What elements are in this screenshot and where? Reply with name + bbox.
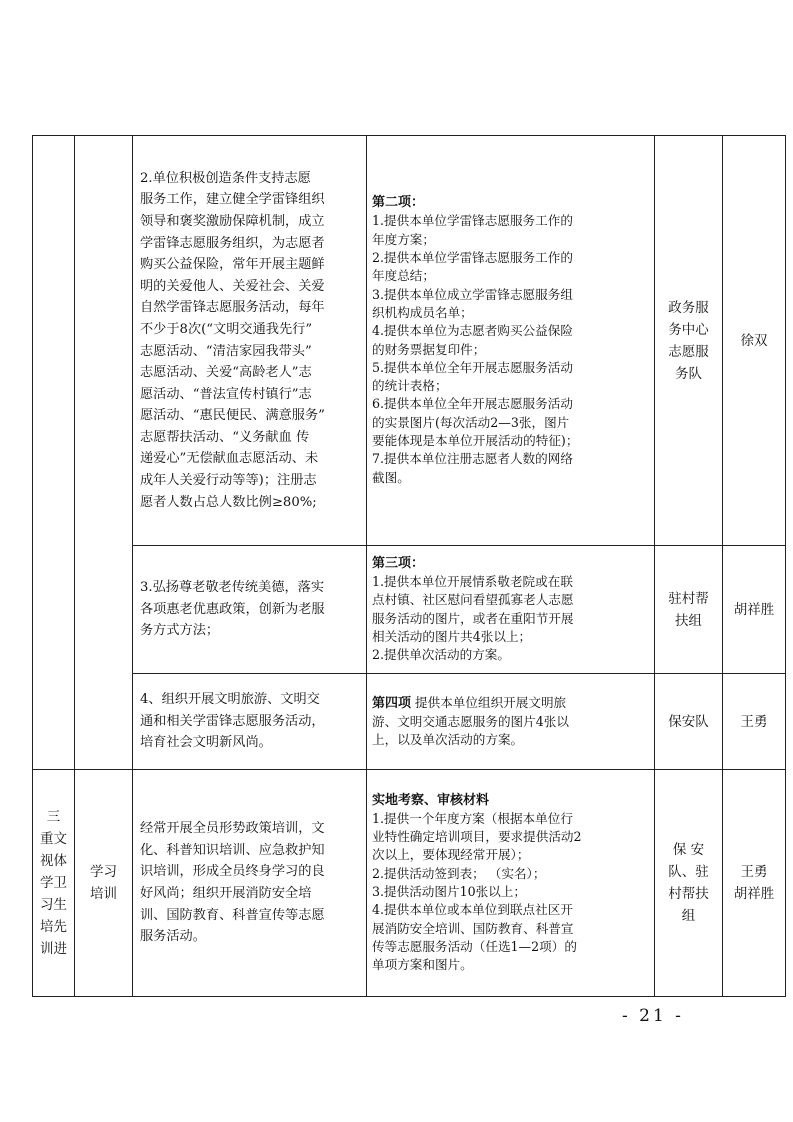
material-line: 的实景图片(每次活动2—3张，图片 [372, 414, 570, 430]
requirement-line: 4、组织开展文明旅游、文明交 [140, 692, 320, 708]
subcategory-cell-empty [75, 136, 133, 770]
requirement-cell [133, 136, 367, 546]
subcategory-cell [75, 770, 133, 997]
material-line: 展消防安全培训、国防教育、科普宣 [372, 920, 574, 936]
requirement-line: 明的关爱他人、关爱社会、关爱 [140, 278, 325, 294]
responsible-person: 王勇 [740, 864, 768, 880]
requirement-line: 识培训，形成全员终身学习的良 [140, 864, 325, 880]
requirement-line: 领导和褒奖激励保障机制，成立 [140, 213, 325, 229]
material-line: 的统计表格； [372, 378, 448, 394]
material-line: 年度方案； [372, 231, 435, 247]
material-line: 业特性确定培训项目，要求提供活动2 [372, 829, 582, 845]
responsible-dept-cell [655, 770, 723, 997]
material-line: 截图。 [372, 469, 410, 485]
material-line: 服务活动的图片，或者在重阳节开展 [372, 610, 574, 626]
materials-title: 第四项 [372, 695, 412, 711]
responsible-person: 徐双 [740, 332, 768, 349]
requirement-line: 2.单位积极创造条件支持志愿 [140, 170, 311, 186]
responsible-person-cell [723, 674, 786, 770]
materials-title: 实地考察、审核材料 [372, 792, 490, 808]
category-line: 学卫 [40, 875, 67, 891]
responsible-person: 胡祥胜 [733, 601, 775, 618]
materials-cell [367, 136, 655, 546]
requirement-line: 培育社会文明新风尚。 [140, 735, 272, 751]
materials-title: 第二项： [372, 195, 425, 211]
requirement-line: 训、国防教育、科普宣传等志愿 [140, 907, 325, 923]
requirement-line: 志愿活动、关爱“高龄老人”志 [140, 365, 312, 381]
material-line-first [372, 694, 649, 713]
category-line: 习生 [40, 897, 67, 913]
requirement-line: 愿活动、“普法宣传村镇行”志 [140, 386, 312, 402]
responsible-dept-line: 政务服 [668, 299, 709, 316]
material-line: 4.提供本单位为志愿者购买公益保险 [372, 323, 573, 339]
responsible-person: 胡祥胜 [733, 886, 775, 902]
material-line: 3.提供活动图片10张以上； [372, 884, 526, 899]
requirement-line: 愿活动、“惠民便民、满意服务” [140, 408, 325, 424]
requirement-line: 成年人关爱行动等等)；注册志 [140, 473, 317, 489]
subcategory-line: 学习 [90, 864, 117, 880]
material-line: 2.提供本单位学雷锋志愿服务工作的 [372, 250, 573, 266]
category-cell [33, 770, 75, 997]
requirement-line: 购买公益保险，常年开展主题鲜 [140, 257, 325, 273]
material-line: 传等志愿服务活动（任选1—2项）的 [372, 938, 577, 954]
responsible-dept-line: 保 安 [672, 842, 705, 858]
responsible-dept-line: 组 [681, 908, 696, 924]
category-cell-empty [33, 136, 75, 770]
requirement-line: 学雷锋志愿服务组织，为志愿者 [140, 235, 325, 251]
requirement-line: 各项惠老优惠政策，创新为老服 [140, 601, 325, 617]
responsible-person-cell [723, 546, 786, 674]
responsible-dept-line: 扶组 [675, 612, 702, 629]
material-line: 次以上，要体现经常开展）； [372, 847, 530, 863]
table-row [33, 546, 786, 674]
material-line: 单项方案和图片。 [372, 957, 473, 973]
category-line: 培先 [40, 919, 67, 935]
responsible-dept-cell [655, 546, 723, 674]
requirement-line: 愿者人数占总人数比例≥80%; [140, 494, 317, 510]
requirement-line: 3.弘扬尊老敬老传统美德，落实 [140, 580, 325, 596]
material-line: 2.提供活动签到表； （实名）； [372, 865, 546, 881]
category-line: 训进 [40, 941, 67, 957]
material-line: 3.提供本单位成立学雷锋志愿服务组 [372, 286, 573, 302]
responsible-person: 王勇 [740, 713, 768, 730]
requirement-cell [133, 770, 367, 997]
category-number: 三 [46, 809, 61, 825]
material-line: 1.提供本单位开展情系敬老院或在联 [372, 573, 573, 589]
table-row [33, 136, 786, 546]
material-line: 5.提供本单位全年开展志愿服务活动 [372, 359, 573, 375]
materials-cell [367, 770, 655, 997]
requirement-line: 经常开展全员形势政策培训，文 [140, 821, 325, 837]
category-line: 重文 [40, 831, 67, 847]
requirement-line: 服务活动。 [140, 929, 206, 945]
material-line: 4.提供本单位或本单位到联点社区开 [372, 902, 573, 918]
requirement-line: 志愿帮扶活动、“义务献血 传 [140, 429, 310, 445]
requirement-cell [133, 674, 367, 770]
requirement-cell [133, 546, 367, 674]
requirement-line: 化、科普知识培训、应急救护知 [140, 842, 325, 858]
material-line: 2.提供单次活动的方案。 [372, 647, 510, 663]
responsible-dept-line: 队、驻 [668, 864, 709, 880]
responsible-dept-line: 务中心 [668, 321, 709, 338]
requirement-line: 好风尚；组织开展消防安全培 [140, 886, 312, 901]
material-line: 1.提供本单位学雷锋志愿服务工作的 [372, 213, 573, 229]
page-number: - 21 - [622, 1006, 684, 1026]
subcategory-line: 培训 [90, 886, 117, 902]
requirement-line: 服务工作，建立健全学雷锋组织 [140, 192, 325, 208]
responsible-dept-cell [655, 674, 723, 770]
responsible-dept-line: 村帮扶 [668, 886, 709, 902]
material-line: 相关活动的图片共4张以上； [372, 628, 532, 644]
category-line: 视体 [40, 853, 67, 869]
material-line: 织机构成员名单； [372, 304, 473, 320]
material-line: 上，以及单次活动的方案。 [372, 732, 524, 748]
policy-table [32, 135, 786, 997]
requirement-line: 通和相关学雷锋志愿服务活动， [140, 713, 325, 729]
material-title-tail: 提供本单位组织开展文明旅 [411, 694, 567, 710]
requirement-line: 不少于8次(“文明交通我先行” [140, 321, 313, 337]
material-line: 7.提供本单位注册志愿者人数的网络 [372, 451, 573, 467]
responsible-dept-line: 驻村帮 [668, 590, 709, 607]
material-line: 游、文明交通志愿服务的图片4张以 [372, 713, 569, 729]
material-line: 6.提供本单位全年开展志愿服务活动 [372, 396, 573, 412]
material-line: 1.提供一个年度方案（根据本单位行 [372, 810, 573, 826]
materials-cell [367, 674, 655, 770]
requirement-line: 递爱心”无偿献血志愿活动、未 [140, 451, 319, 467]
material-line: 点村镇、社区慰问看望孤寡老人志愿 [372, 592, 574, 608]
material-line: 年度总结； [372, 268, 435, 284]
material-line: 的财务票据复印件； [372, 341, 486, 357]
materials-cell [367, 546, 655, 674]
table-row [33, 770, 786, 997]
requirement-line: 志愿活动、“清洁家园我带头” [140, 343, 312, 359]
materials-title: 第三项： [372, 555, 425, 571]
responsible-dept-cell [655, 136, 723, 546]
table-row [33, 674, 786, 770]
responsible-dept-line: 志愿服 [668, 343, 709, 360]
responsible-dept-line: 保安队 [668, 713, 709, 730]
requirement-line: 自然学雷锋志愿服务活动，每年 [140, 300, 325, 316]
responsible-dept-line: 务队 [675, 365, 702, 382]
responsible-person-cell [723, 136, 786, 546]
responsible-person-cell [723, 770, 786, 997]
requirement-line: 务方式方法； [140, 623, 220, 639]
material-line: 要能体现是本单位开展活动的特征)； [372, 432, 579, 448]
